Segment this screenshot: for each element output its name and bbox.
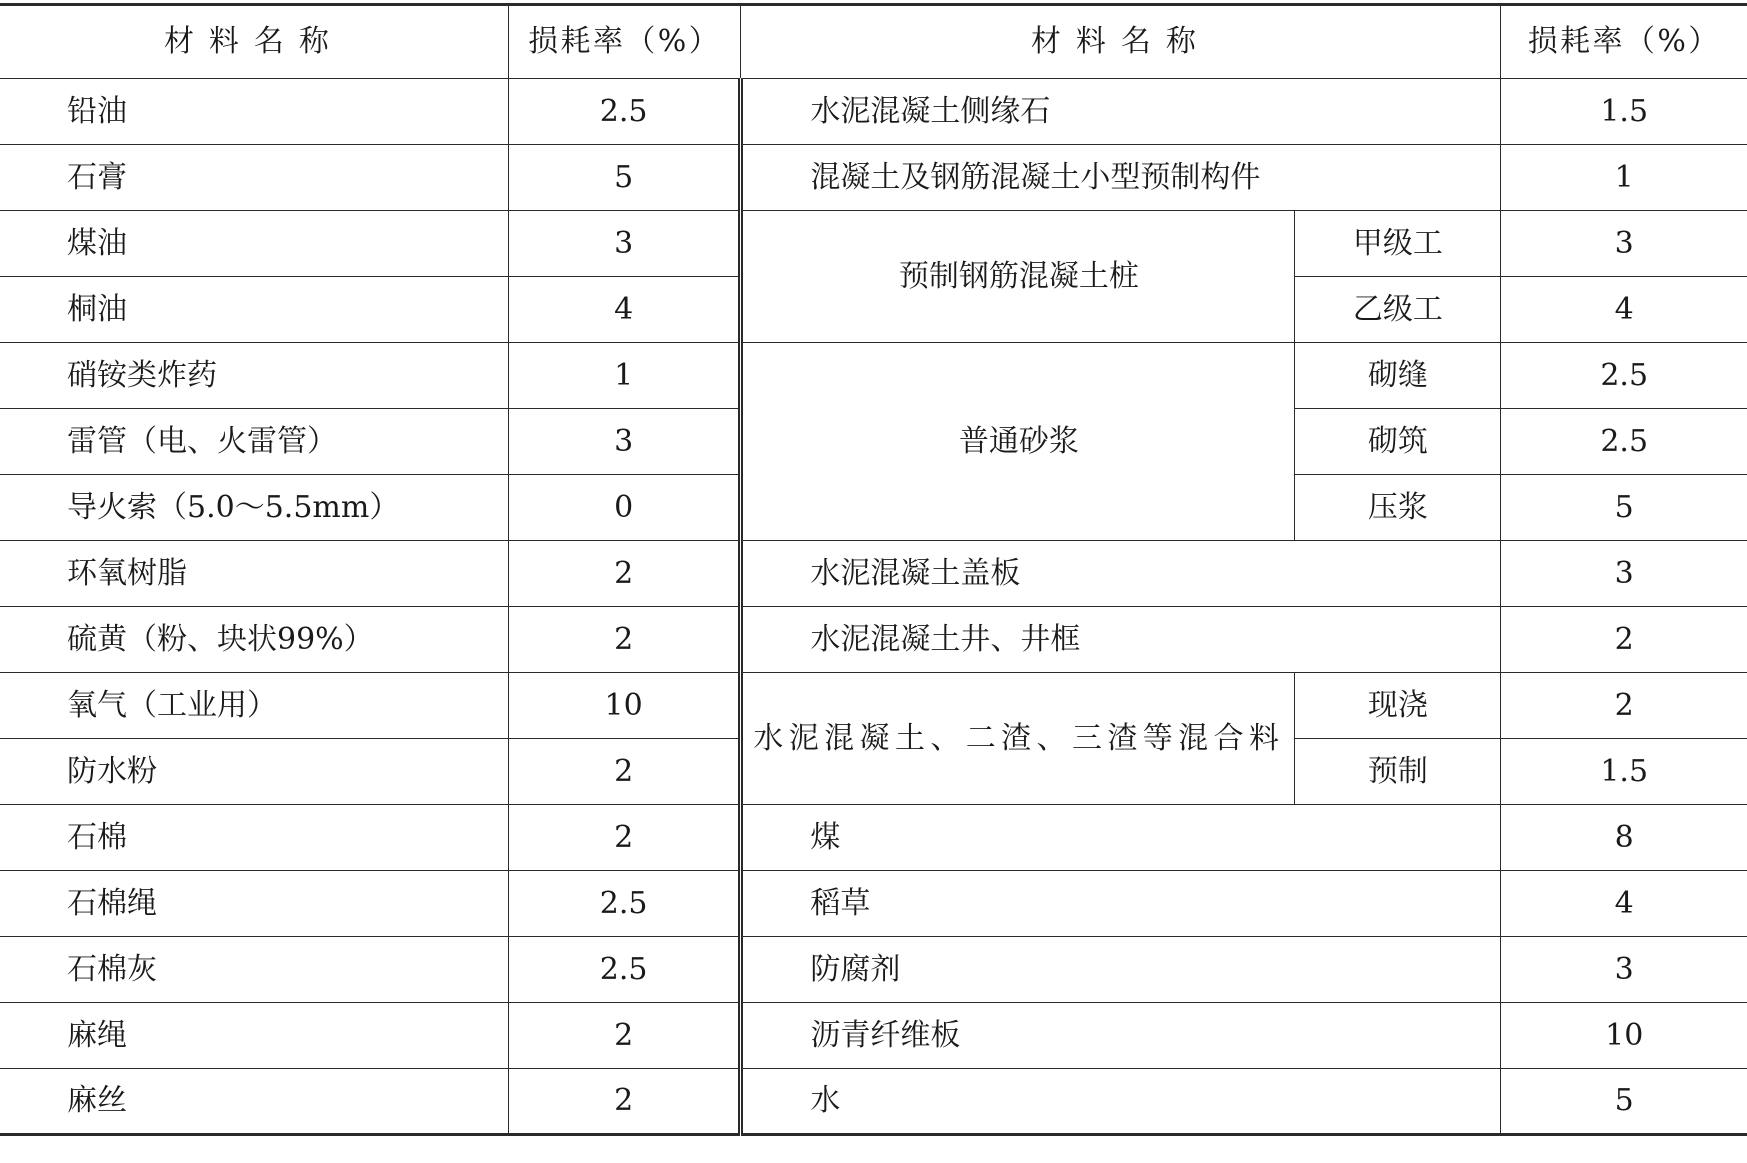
loss-rate-cell: 3 [508, 211, 740, 277]
material-name-cell: 稻草 [741, 871, 1501, 937]
group-name-cell: 预制钢筋混凝土桩 [741, 211, 1295, 343]
sub-item-cell: 乙级工 [1295, 277, 1501, 343]
material-name-cell: 硫黄（粉、块状99%） [0, 607, 508, 673]
material-name-cell: 铅油 [0, 79, 508, 145]
material-name-cell: 环氧树脂 [0, 541, 508, 607]
material-name-cell: 氧气（工业用） [0, 673, 508, 739]
loss-rate-cell: 4 [1501, 871, 1747, 937]
loss-rate-cell: 2 [508, 1069, 740, 1135]
material-name-cell: 麻绳 [0, 1003, 508, 1069]
header-material-name-left: 材料名称 [0, 5, 508, 79]
sub-item-cell: 砌筑 [1295, 409, 1501, 475]
table-row [0, 145, 1747, 211]
loss-rate-cell: 2 [508, 607, 740, 673]
material-name-cell: 沥青纤维板 [741, 1003, 1501, 1069]
material-name-cell: 防水粉 [0, 739, 508, 805]
loss-rate-cell: 2.5 [508, 79, 740, 145]
table-row [0, 607, 1747, 673]
loss-rate-cell: 3 [508, 409, 740, 475]
loss-rate-cell: 5 [1501, 475, 1747, 541]
loss-rate-cell: 5 [508, 145, 740, 211]
loss-rate-cell: 0 [508, 475, 740, 541]
material-name-cell: 煤 [741, 805, 1501, 871]
loss-rate-cell: 2 [1501, 607, 1747, 673]
table-row [0, 673, 1747, 739]
loss-rate-cell: 5 [1501, 1069, 1747, 1135]
material-name-cell: 煤油 [0, 211, 508, 277]
loss-rate-cell: 10 [508, 673, 740, 739]
loss-rate-cell: 1.5 [1501, 739, 1747, 805]
sub-item-cell: 甲级工 [1295, 211, 1501, 277]
material-name-cell: 石棉绳 [0, 871, 508, 937]
header-material-name-right: 材料名称 [741, 5, 1501, 79]
material-name-cell: 水 [741, 1069, 1501, 1135]
table-row [0, 541, 1747, 607]
table-row [0, 79, 1747, 145]
table-row [0, 1069, 1747, 1135]
loss-rate-cell: 2.5 [1501, 343, 1747, 409]
loss-rate-cell: 3 [1501, 211, 1747, 277]
material-name-cell: 石棉 [0, 805, 508, 871]
material-name-cell: 硝铵类炸药 [0, 343, 508, 409]
sub-item-cell: 预制 [1295, 739, 1501, 805]
loss-rate-cell: 1 [1501, 145, 1747, 211]
loss-rate-cell: 2.5 [508, 937, 740, 1003]
group-name-cell: 普通砂浆 [741, 343, 1295, 541]
loss-rate-cell: 4 [508, 277, 740, 343]
material-name-cell: 石棉灰 [0, 937, 508, 1003]
loss-rate-cell: 3 [1501, 937, 1747, 1003]
table-row [0, 1003, 1747, 1069]
loss-rate-cell: 2.5 [1501, 409, 1747, 475]
sub-item-cell: 砌缝 [1295, 343, 1501, 409]
loss-rate-cell: 2 [508, 739, 740, 805]
loss-rate-cell: 8 [1501, 805, 1747, 871]
loss-rate-cell: 2 [1501, 673, 1747, 739]
loss-rate-cell: 1.5 [1501, 79, 1747, 145]
table-row [0, 937, 1747, 1003]
header-row [0, 5, 1747, 79]
material-name-cell: 雷管（电、火雷管） [0, 409, 508, 475]
loss-rate-cell: 10 [1501, 1003, 1747, 1069]
loss-rate-cell: 2 [508, 805, 740, 871]
material-name-cell: 石膏 [0, 145, 508, 211]
material-name-cell: 导火索（5.0～5.5mm） [0, 475, 508, 541]
header-loss-rate-right: 损耗率（%） [1501, 5, 1747, 79]
sub-item-cell: 现浇 [1295, 673, 1501, 739]
loss-rate-cell: 4 [1501, 277, 1747, 343]
loss-rate-cell: 1 [508, 343, 740, 409]
loss-rate-cell: 2.5 [508, 871, 740, 937]
material-name-cell: 麻丝 [0, 1069, 508, 1135]
material-name-cell: 桐油 [0, 277, 508, 343]
material-name-cell: 防腐剂 [741, 937, 1501, 1003]
material-name-cell: 水泥混凝土侧缘石 [741, 79, 1501, 145]
table-row [0, 211, 1747, 277]
header-loss-rate-left: 损耗率（%） [508, 5, 740, 79]
sub-item-cell: 压浆 [1295, 475, 1501, 541]
group-name-cell: 水泥混凝土、二渣、三渣等混合料 [741, 673, 1295, 805]
loss-rate-cell: 2 [508, 1003, 740, 1069]
table-row [0, 871, 1747, 937]
material-name-cell: 水泥混凝土盖板 [741, 541, 1501, 607]
loss-rate-cell: 2 [508, 541, 740, 607]
loss-rate-cell: 3 [1501, 541, 1747, 607]
material-name-cell: 混凝土及钢筋混凝土小型预制构件 [741, 145, 1501, 211]
material-name-cell: 水泥混凝土井、井框 [741, 607, 1501, 673]
material-loss-rate-table [0, 3, 1747, 1136]
table-row [0, 343, 1747, 409]
table-row [0, 805, 1747, 871]
